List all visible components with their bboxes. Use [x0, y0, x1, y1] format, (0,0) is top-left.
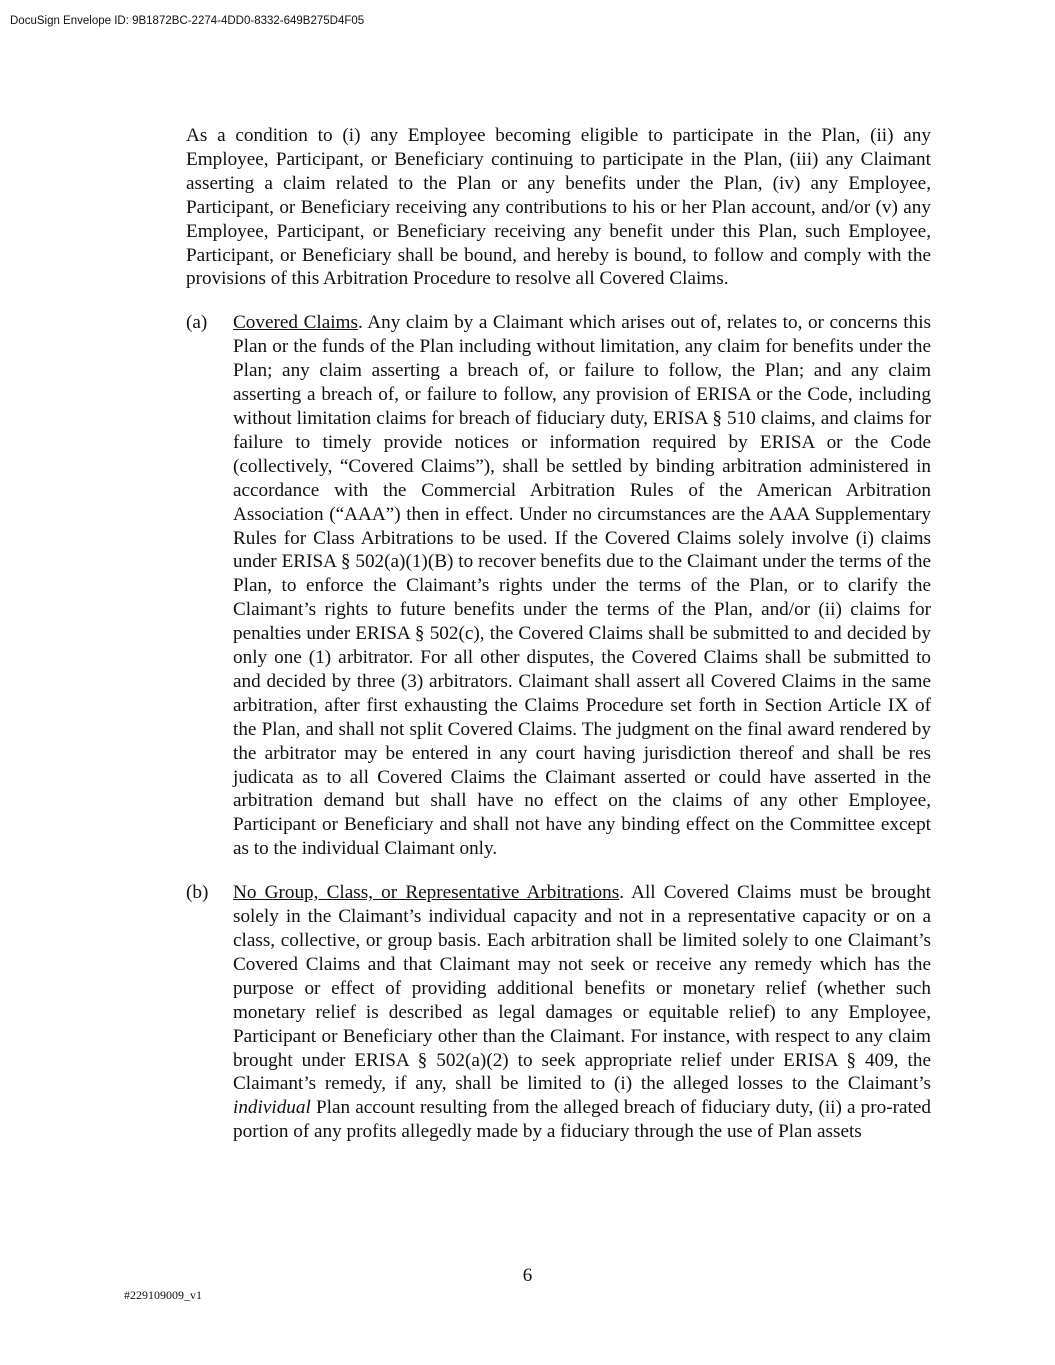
section-a-heading: Covered Claims — [233, 312, 358, 334]
section-a-text: . Any claim by a Claimant which arises out of, relates to, or concerns this Plan or the funds of the Plan including without limitation, any claim for benefits under the Plan; any claim asserting a breach of, or failure to follow, the Plan; and any claim asserting a breach of, or failure to follow, any provision of ERISA or the Code, including without limitation claims for breach of fiduciary duty, ERISA § 510 claims, and claims for failure to timely provide notices or information required by ERISA or the Code (collectively, “Covered Claims”), shall be settled by binding arbitration administered in accordance with the Commercial Arbitration Rules of the American Arbitration Association (“AAA”) then in effect. Under no circumstances are the AAA Supplementary Rules for Class Arbitrations to be used. If the Covered Claims solely involve (i) claims under ERISA § 502(a)(1)(B) to recover benefits due to the Claimant under the terms of the Plan, to enforce the Claimant’s rights under the terms of the Plan, or to clarify the Claimant’s rights to future benefits under the terms of the Plan, and/or (ii) claims for penalties under ERISA § 502(c), the Covered Claims shall be submitted to and decided by only one (1) arbitrator. For all other disputes, the Covered Claims shall be submitted to and decided by three (3) arbitrators. Claimant shall assert all Covered Claims in the same arbitration, after first exhausting the Claims Procedure set forth in Section Article IX of the Plan, and shall not split Covered Claims. The judgment on the final award rendered by the arbitrator may be entered in any court having jurisdiction thereof and shall be res judicata as to all Covered Claims the Claimant asserted or could have asserted in the arbitration demand but shall have no effect on the claims of any other Employee, Participant or Beneficiary and shall not have any binding effect on the Committee except as to the individual Claimant only. — [233, 312, 931, 860]
section-b-heading: No Group, Class, or Representative Arbitrations — [233, 882, 620, 904]
section-b-emphasis: individual — [233, 1097, 311, 1119]
section-b-label: (b) — [186, 882, 209, 904]
section-a-label: (a) — [186, 312, 208, 334]
section-b-text-1: . All Covered Claims must be brought solely in the Claimant’s individual capacity and not in a representative capacity or on a class, collective, or group basis. Each arbitration shall be limited solely to one Claimant’s Covered Claims and that Claimant may not seek or receive any remedy which has the purpose or effect of providing additional benefits or monetary relief (whether such monetary relief is described as legal damages or equitable relief) to any Employee, Participant or Beneficiary other than the Claimant. For instance, with respect to any claim brought under ERISA § 502(a)(2) to seek appropriate relief under ERISA § 409, the Claimant’s remedy, if any, shall be limited to (i) the alleged losses to the Claimant’s — [233, 882, 932, 1095]
page-number: 6 — [522, 1265, 533, 1286]
intro-paragraph: As a condition to (i) any Employee becoming eligible to participate in the Plan, (ii) any Employee, Participant, or Beneficiary continuing to participate in the Plan, (iii) any Claimant asserting a claim related to the Plan or any benefits under the Plan, (iv) any Employee, Participant, or Beneficiary receiving any contributions to his or her Plan account, and/or (v) any Employee, Participant, or Beneficiary receiving any benefit under this Plan, such Employee, Participant, or Beneficiary shall be bound, and hereby is bound, to follow and comply with the provisions of this Arbitration Procedure to resolve all Covered Claims. — [186, 125, 931, 290]
section-b-text-2: Plan account resulting from the alleged breach of fiduciary duty, (ii) a pro-rated portion of any profits allegedly made by a fiduciary through the use of Plan assets — [233, 1097, 931, 1143]
section-a-body — [233, 311, 931, 861]
section-a — [186, 311, 931, 861]
document-id: #229109009_v1 — [124, 1288, 202, 1302]
docusign-envelope-id: DocuSign Envelope ID: 9B1872BC-2274-4DD0-8332-649B275D4F05 — [10, 15, 365, 27]
section-b-body — [233, 881, 931, 1144]
section-b — [186, 881, 931, 1144]
document-body — [186, 124, 931, 1164]
